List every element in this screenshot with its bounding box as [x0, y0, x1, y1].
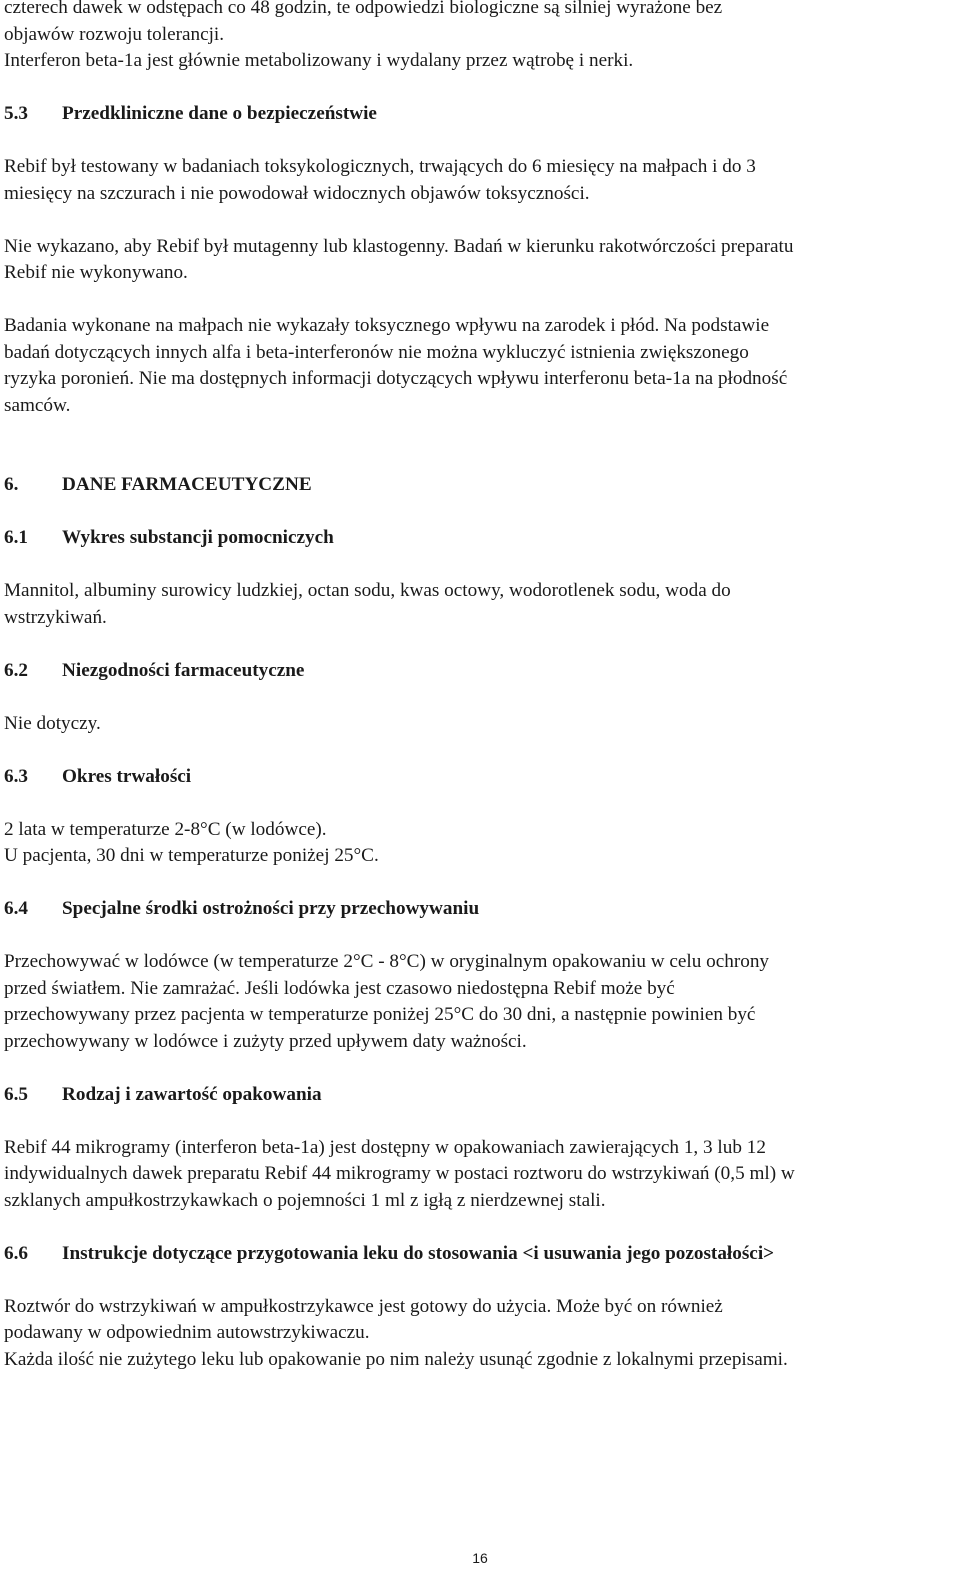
section-6-6-heading: 6.6 Instrukcje dotyczące przygotowania leku do stosowania <i usuwania jego pozostałości> [4, 1242, 775, 1264]
section-6-4-heading: 6.4 Specjalne środki ostrożności przy przechowywaniu [4, 898, 480, 919]
section-6-3-paragraph: 2 lata w temperaturze 2-8°C (w lodówce). U pacjenta, 30 dni w temperaturze poniżej 25°C. [4, 818, 379, 866]
section-6-1-heading: 6.1 Wykres substancji pomocniczych [4, 527, 334, 548]
section-6-2-paragraph: Nie dotyczy. [4, 712, 101, 734]
section-5-3-paragraph-2: Nie wykazano, aby Rebif był mutagenny lub klastogenny. Badań w kierunku rakotwórczości preparatu Rebif nie wykonywano. [4, 235, 794, 283]
section-6-5-paragraph: Rebif 44 mikrogramy (interferon beta-1a) jest dostępny w opakowaniach zawierających 1, 3 lub 12 indywidualnych dawek preparatu Rebif 44 mikrogramy w postaci roztworu do wstrzykiwań (0,5 ml) w szklanych ampułkostrzykawkach o pojemności 1 ml z igłą z nierdzewnej stali. [4, 1136, 795, 1211]
section-6-5-heading: 6.5 Rodzaj i zawartość opakowania [4, 1083, 322, 1105]
section-6-2-heading: 6.2 Niezgodności farmaceutyczne [4, 659, 305, 681]
section-6-6-paragraph: Roztwór do wstrzykiwań w ampułkostrzykawce jest gotowy do użycia. Może być on również podawany w odpowiednim autowstrzykiwaczu. Każda ilość nie zużytego leku lub opakowanie po nim należy usunąć zgodnie z lokalnymi przepisami. [4, 1295, 788, 1370]
section-6-3-heading: 6.3 Okres trwałości [4, 765, 192, 787]
document-page [4, 0, 954, 1373]
section-5-3-paragraph-1: Rebif był testowany w badaniach toksykologicznych, trwających do 6 miesięcy na małpach i do 3 miesięcy na szczurach i nie powodował widocznych objawów toksyczności. [4, 156, 756, 204]
section-5-3-paragraph-3: Badania wykonane na małpach nie wykazały toksycznego wpływu na zarodek i płód. Na podstawie badań dotyczących innych alfa i beta-interferonów nie można wykluczyć istnienia zwiększonego ryzyka poronień. Nie ma dostępnych informacji dotyczących wpływu interferonu beta-1a na płodność samców. [4, 315, 788, 416]
intro-paragraph: czterech dawek w odstępach co 48 godzin, te odpowiedzi biologiczne są silniej wyrażone bez objawów rozwoju tolerancji. Interferon beta-1a jest głównie metabolizowany i wydalany przez wątrobę i nerki. [4, 0, 723, 71]
section-6-heading: 6. DANE FARMACEUTYCZNE [4, 474, 312, 495]
section-6-1-paragraph: Mannitol, albuminy surowicy ludzkiej, octan sodu, kwas octowy, wodorotlenek sodu, woda do wstrzykiwań. [4, 580, 731, 628]
page-number: 16 [472, 1550, 488, 1566]
section-5-3-heading: 5.3 Przedkliniczne dane o bezpieczeństwie [4, 103, 377, 124]
section-6-4-paragraph: Przechowywać w lodówce (w temperaturze 2°C - 8°C) w oryginalnym opakowaniu w celu ochrony przed światłem. Nie zamrażać. Jeśli lodówka jest czasowo niedostępna Rebif może być przechowywany przez pacjenta w temperaturze poniżej 25°C do 30 dni, a następnie powinien być przechowywany w lodówce i zużyty przed upływem daty ważności. [4, 951, 770, 1052]
